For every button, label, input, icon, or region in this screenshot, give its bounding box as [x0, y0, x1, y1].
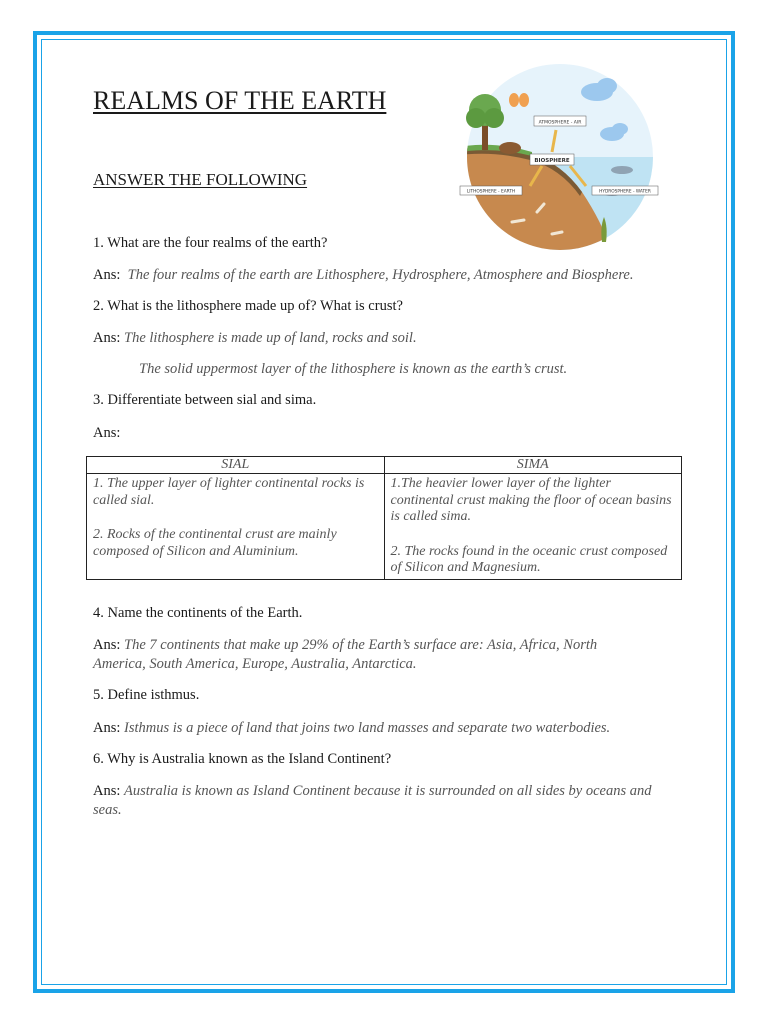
sial-point-2: 2. Rocks of the continental crust are mainly composed of Silicon and Aluminium.	[93, 527, 337, 559]
question-5: 5. Define isthmus.	[93, 687, 200, 703]
table-cell-sial	[87, 474, 385, 580]
sima-point-1: 1.The heavier lower layer of the lighter continental crust making the floor of ocean basins is called sima.	[390, 476, 672, 524]
question-4: 4. Name the continents of the Earth.	[93, 605, 303, 621]
table-row	[87, 474, 682, 580]
answer-text: The lithosphere is made up of land, rocks and soil.	[124, 330, 417, 346]
table-cell-sima	[384, 474, 682, 580]
page-subtitle: ANSWER THE FOLLOWING	[93, 170, 308, 189]
label-atmosphere: ATMOSPHERE - AIR	[538, 120, 582, 126]
animal-icon	[499, 142, 521, 154]
sial-point-1: 1. The upper layer of lighter continental rocks is called sial.	[93, 476, 365, 508]
answer-label: Ans:	[93, 425, 121, 441]
table-header-sima: SIMA	[384, 457, 682, 474]
sima-point-2: 2. The rocks found in the oceanic crust composed of Silicon and Magnesium.	[390, 543, 668, 575]
answer-2	[93, 329, 417, 348]
answer-text: Australia is known as Island Continent because it is surrounded on all sides by oceans and seas.	[93, 783, 652, 818]
question-6: 6. Why is Australia known as the Island Continent?	[93, 751, 392, 767]
answer-text: The four realms of the earth are Lithosphere, Hydrosphere, Atmosphere and Biosphere.	[127, 267, 634, 283]
sial-sima-table	[86, 456, 682, 580]
page-title: REALMS OF THE EARTH	[93, 86, 387, 115]
answer-text: Isthmus is a piece of land that joins two land masses and separate two waterbodies.	[124, 720, 611, 736]
table-header-row	[87, 457, 682, 474]
label-lithosphere: LITHOSPHERE - EARTH	[466, 189, 516, 195]
answer-5	[93, 719, 610, 738]
question-2: 2. What is the lithosphere made up of? What is crust?	[93, 298, 403, 314]
label-hydrosphere: HYDROSPHERE - WATER	[599, 189, 651, 195]
label-biosphere: BIOSPHERE	[534, 158, 570, 164]
question-3: 3. Differentiate between sial and sima.	[93, 392, 317, 408]
realms-illustration	[452, 62, 672, 252]
answer-label: Ans:	[93, 637, 121, 653]
answer-text: The 7 continents that make up 29% of the Earth’s surface are: Asia, Africa, North America, South America, Europe, Australia, Antarctica.	[93, 637, 598, 672]
answer-3	[93, 424, 120, 443]
answer-text: The solid uppermost layer of the lithosphere is known as the earth’s crust.	[139, 361, 568, 377]
answer-label: Ans:	[93, 330, 121, 346]
answer-1	[93, 266, 634, 285]
answer-label: Ans:	[93, 720, 121, 736]
answer-6	[93, 782, 673, 820]
table-header-sial: SIAL	[87, 457, 385, 474]
answer-4	[93, 636, 653, 674]
answer-label: Ans:	[93, 783, 121, 799]
answer-label: Ans:	[93, 267, 121, 283]
question-1: 1. What are the four realms of the earth?	[93, 235, 328, 251]
answer-2-extra	[139, 360, 567, 379]
